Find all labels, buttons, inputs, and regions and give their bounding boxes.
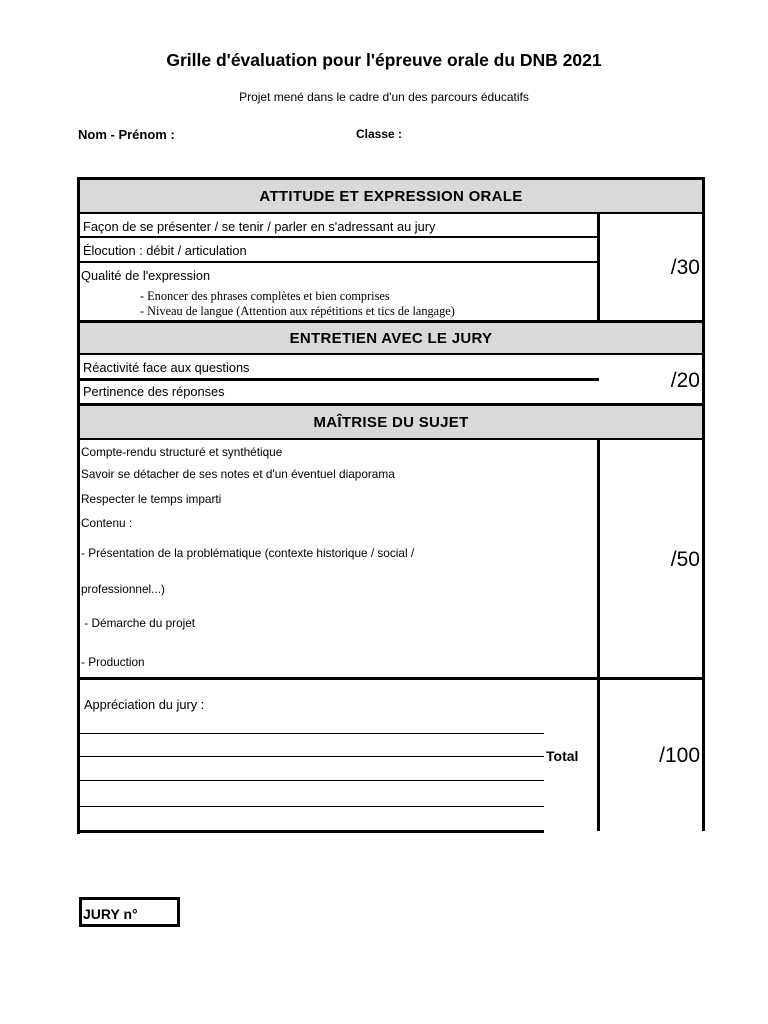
- criterion-contenu: Contenu :: [81, 516, 133, 530]
- grid-rule: [77, 261, 599, 263]
- jury-label: JURY n°: [83, 906, 138, 922]
- section-heading-entretien: ENTRETIEN AVEC LE JURY: [80, 323, 702, 353]
- criterion-compte-rendu: Compte-rendu structuré et synthétique: [81, 445, 283, 459]
- section-heading-attitude: ATTITUDE ET EXPRESSION ORALE: [80, 180, 702, 212]
- criterion-demarche: - Démarche du projet: [81, 616, 196, 630]
- appreciation-label: Appréciation du jury :: [84, 697, 205, 712]
- appreciation-line: [80, 756, 544, 757]
- grid-left-border: [77, 178, 80, 834]
- score-divider: [597, 438, 600, 679]
- score-entretien: /20: [670, 369, 700, 392]
- grid-rule: [77, 677, 705, 680]
- jury-number-field[interactable]: [79, 897, 180, 927]
- page-title: Grille d'évaluation pour l'épreuve orale du DNB 2021: [166, 50, 602, 70]
- criterion-presentation: Façon de se présenter / se tenir / parler en s'adressant au jury: [83, 219, 436, 234]
- name-label: Nom - Prénom :: [78, 127, 175, 142]
- appreciation-line: [80, 733, 544, 734]
- grid-bottom-border: [77, 830, 544, 833]
- criterion-production: - Production: [81, 655, 145, 669]
- subcriterion-niveau-langue: - Niveau de langue (Attention aux répétitions et tics de langage): [140, 304, 455, 318]
- criterion-pertinence: Pertinence des réponses: [83, 384, 225, 399]
- criterion-expression: Qualité de l'expression: [81, 268, 211, 283]
- score-divider: [597, 680, 600, 831]
- score-total: /100: [659, 744, 700, 767]
- class-label: Classe :: [356, 127, 403, 141]
- grid-rule: [77, 438, 705, 440]
- grid-right-border: [702, 178, 705, 831]
- grid-rule: [77, 353, 705, 355]
- criterion-notes: Savoir se détacher de ses notes et d'un éventuel diaporama: [81, 467, 395, 481]
- grid-rule: [77, 236, 599, 238]
- criterion-problematique: - Présentation de la problématique (contexte historique / social /: [81, 546, 415, 560]
- score-divider: [597, 212, 600, 322]
- appreciation-line: [80, 780, 544, 781]
- score-attitude: /30: [670, 256, 700, 279]
- criterion-reactivite: Réactivité face aux questions: [83, 360, 250, 375]
- criterion-problematique-cont: professionnel...): [81, 582, 165, 596]
- total-label: Total: [546, 748, 579, 764]
- criterion-elocution: Élocution : débit / articulation: [83, 243, 247, 258]
- grid-rule: [77, 378, 599, 381]
- criterion-temps: Respecter le temps imparti: [81, 492, 222, 506]
- grid-rule: [77, 212, 705, 214]
- section-heading-maitrise: MAÎTRISE DU SUJET: [80, 406, 702, 438]
- subcriterion-phrases: - Enoncer des phrases complètes et bien comprises: [140, 289, 390, 303]
- page-subtitle: Projet mené dans le cadre d'un des parcours éducatifs: [239, 90, 529, 104]
- score-maitrise: /50: [670, 548, 700, 571]
- appreciation-line: [80, 806, 544, 807]
